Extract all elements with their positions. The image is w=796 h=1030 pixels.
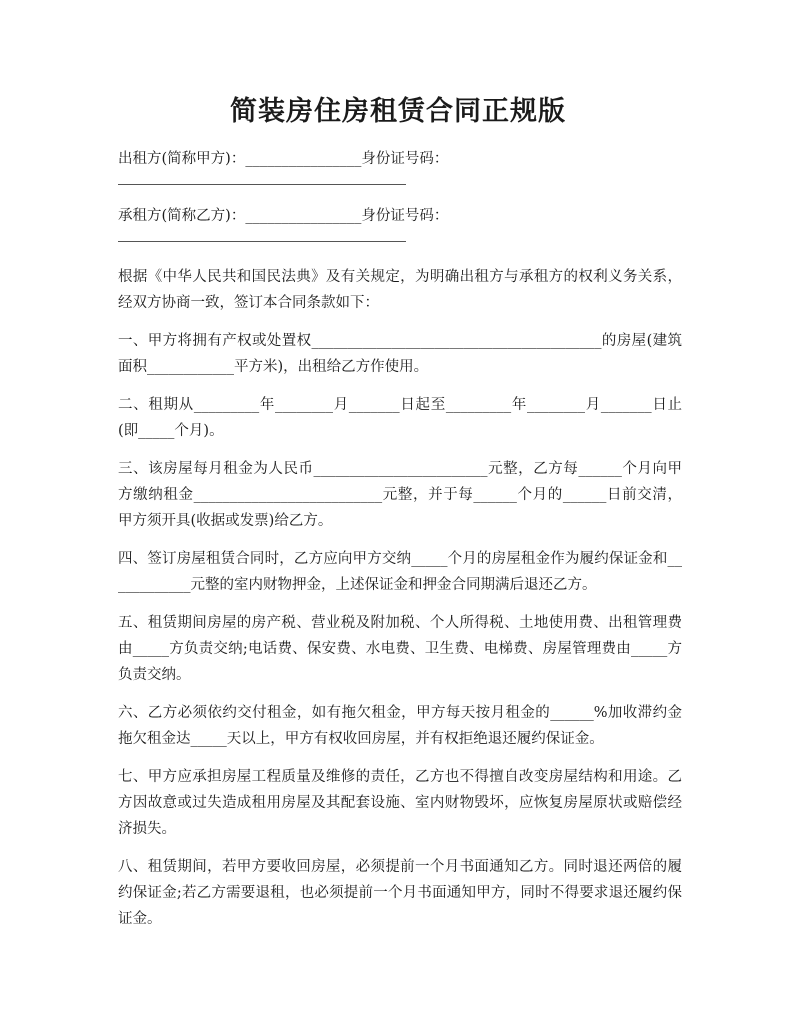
clause-2: 二、租期从_________年________月_______日起至_________年________月_______日止(即_____个月)。 (118, 397, 682, 439)
lessor-party (118, 146, 682, 185)
clause-7: 七、甲方应承担房屋工程质量及维修的责任，乙方也不得擅自改变房屋结构和用途。乙方因故意或过失造成租用房屋及其配套设施、室内财物毁坏，应恢复房屋原状或赔偿经济损失。 (118, 769, 682, 837)
clause-1: 一、甲方将拥有产权或处置权________________________________________的房屋(建筑面积____________平方米)，出租给乙方作使用。 (118, 333, 682, 375)
lessor-id-blank (118, 172, 406, 185)
lessee-label: 承租方(简称乙方)：________________身份证号码： (118, 208, 449, 224)
lessee-party (118, 203, 682, 242)
document-body (118, 146, 682, 944)
clause-8: 八、租赁期间，若甲方要收回房屋，必须提前一个月书面通知乙方。同时退还两倍的履约保证金;若乙方需要退租，也必须提前一个月书面通知甲方，同时不得要求退还履约保证金。 (118, 859, 682, 927)
document-title: 简装房住房租赁合同正规版 (230, 96, 566, 127)
clause-4: 四、签订房屋租赁合同时，乙方应向甲方交纳_____个月的房屋租金作为履约保证金和____________元整的室内财物押金，上述保证金和押金合同期满后退还乙方。 (118, 551, 682, 593)
lessor-label: 出租方(简称甲方)：________________身份证号码： (118, 151, 449, 167)
lessee-id-blank (118, 229, 406, 242)
preamble: 根据《中华人民共和国民法典》及有关规定，为明确出租方与承租方的权利义务关系，经双方协商一致，签订本合同条款如下： (118, 269, 682, 311)
clause-6: 六、乙方必须依约交付租金，如有拖欠租金，甲方每天按月租金的______%加收滞约金拖欠租金达_____天以上，甲方有权收回房屋，并有权拒绝退还履约保证金。 (118, 705, 682, 747)
clause-5: 五、租赁期间房屋的房产税、营业税及附加税、个人所得税、土地使用费、出租管理费由_____方负责交纳;电话费、保安费、水电费、卫生费、电梯费、房屋管理费由_____方负责交纳。 (118, 615, 682, 683)
clause-3: 三、该房屋每月租金为人民币________________________元整，乙方每______个月向甲方缴纳租金__________________________元整，并于每______个月的______日前交清，甲方须开具(收据或发票)给乙方。 (118, 461, 682, 529)
